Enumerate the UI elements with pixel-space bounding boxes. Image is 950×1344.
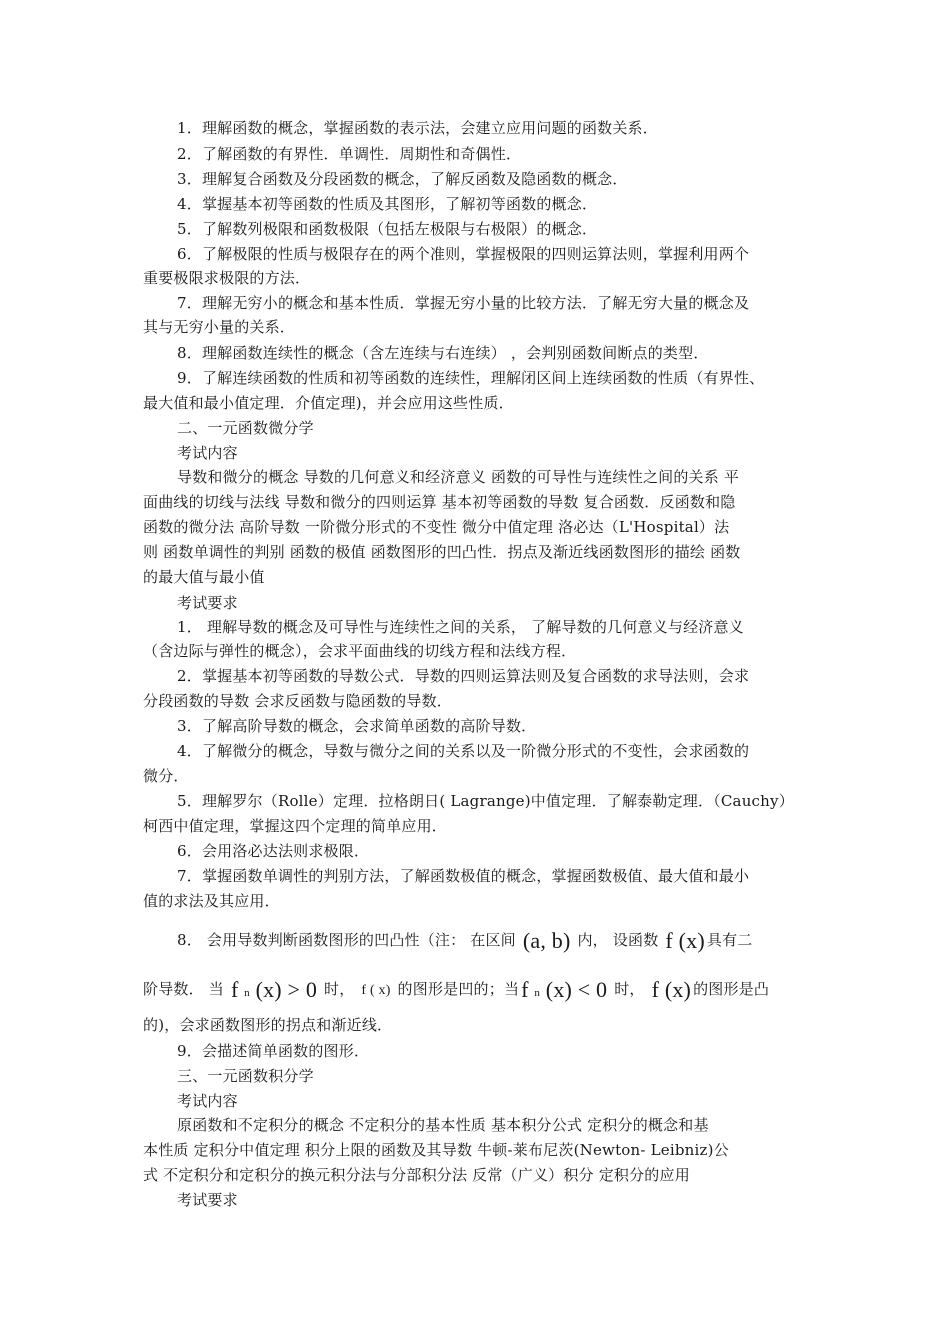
text-line: 5．理解罗尔（Rolle）定理．拉格朗日( Lagrange)中值定理．了解泰勒定理．（Cauchy） [177, 792, 794, 810]
text-line: 1．理解函数的概念，掌握函数的表示法，会建立应用问题的函数关系． [177, 119, 658, 137]
function-formula-2: f (x) [651, 977, 692, 1002]
section-heading: 二、一元函数微分学 [177, 419, 314, 437]
condition1-formula [229, 977, 319, 1002]
text-line: 面曲线的切线与法线 导数和微分的四则运算 基本初等函数的导数 复合函数．反函数和隐 [143, 493, 736, 511]
text-line: 导数和微分的概念 导数的几何意义和经济意义 函数的可导性与连续性之间的关系 平 [177, 468, 740, 486]
subsection-heading: 考试要求 [177, 1191, 238, 1209]
text-line: 7．理解无穷小的概念和基本性质．掌握无穷小量的比较方法．了解无穷大量的概念及 [177, 294, 750, 312]
cond1-rest: (x) > 0 [255, 977, 318, 1002]
item8-line3: 的)，会求函数图形的拐点和渐近线． [143, 1016, 393, 1034]
text-line: 函数的微分法 高阶导数 一阶微分形式的不变性 微分中值定理 洛必达（L'Hospital）法 [143, 518, 730, 536]
text-line: 4．了解微分的概念，导数与微分之间的关系以及一阶微分形式的不变性，会求函数的 [177, 742, 750, 760]
text-line: 9．了解连续函数的性质和初等函数的连续性，理解闭区间上连续函数的性质（有界性、 [177, 369, 765, 387]
item8-text-a: 8． 会用导数判断函数图形的凹凸性（注： 在区间 [177, 931, 516, 949]
text-line: 则 函数单调性的判别 函数的极值 函数图形的凹凸性．拐点及渐近线函数图形的描绘 函数 [143, 543, 741, 561]
cond2-rest: (x) < 0 [545, 977, 608, 1002]
subsection-heading: 考试要求 [177, 594, 238, 612]
text-line: 4．掌握基本初等函数的性质及其图形，了解初等函数的概念． [177, 195, 598, 213]
text-line: 微分． [143, 767, 189, 785]
function-formula: f (x) [665, 928, 705, 953]
cond2-n: n [534, 987, 541, 999]
text-line: 8．理解函数连续性的概念（含左连续与右连续） ，会判别函数间断点的类型． [177, 344, 709, 362]
item8-line1 [177, 928, 753, 953]
text-line: 分段函数的导数 会求反函数与隐函数的导数． [143, 692, 452, 710]
subsection-heading: 考试内容 [177, 444, 238, 462]
subsection-heading: 考试内容 [177, 1092, 238, 1110]
text-line: 1． 理解导数的概念及可导性与连续性之间的关系， 了解导数的几何意义与经济意义 [177, 618, 744, 636]
cond1-n: n [244, 987, 250, 999]
text-line: 3．理解复合函数及分段函数的概念，了解反函数及隐函数的概念． [177, 170, 628, 188]
condition2-formula [519, 977, 609, 1002]
interval-formula: (a, b) [522, 928, 571, 953]
text-line: 本性质 定积分中值定理 积分上限的函数及其导数 牛顿-莱布尼茨(Newton- Leibniz)公 [143, 1141, 729, 1159]
cond1-f: f [230, 977, 239, 1002]
text-line: 6．会用洛必达法则求极限． [177, 842, 370, 860]
item8-text-c: 具有二 [706, 931, 753, 949]
item8-text-f: 的图形是凹的；当 [397, 980, 520, 998]
text-line: 原函数和不定积分的概念 不定积分的基本性质 基本积分公式 定积分的概念和基 [177, 1116, 709, 1134]
text-line: 2．了解函数的有界性．单调性．周期性和奇偶性． [177, 145, 522, 163]
text-line: 式 不定积分和定积分的换元积分法与分部积分法 反常（广义）积分 定积分的应用 [143, 1166, 690, 1184]
item8-text-d: 阶导数． 当 [143, 980, 224, 998]
text-line: （含边际与弹性的概念），会求平面曲线的切线方程和法线方程． [143, 642, 577, 660]
item8-text-b: 内， 设函数 [577, 931, 659, 949]
cond2-f: f [521, 977, 529, 1002]
item8-text-e: 时， [324, 980, 355, 998]
item8-text-g: 时， [614, 980, 645, 998]
text-line: 其与无穷小量的关系． [143, 318, 296, 336]
function-small-formula: f ( x) [361, 983, 391, 998]
text-line: 重要极限求极限的方法． [143, 269, 311, 287]
text-line: 值的求法及其应用． [143, 892, 280, 910]
text-line: 9．会描述简单函数的图形． [177, 1042, 370, 1060]
item8-line2 [143, 977, 769, 1001]
text-line: 2．掌握基本初等函数的导数公式．导数的四则运算法则及复合函数的求导法则，会求 [177, 667, 750, 685]
text-line: 柯西中值定理，掌握这四个定理的简单应用． [143, 817, 448, 835]
text-line: 的最大值与最小值 [143, 568, 265, 586]
item8-text-h: 的图形是凸 [693, 980, 770, 998]
text-line: 3．了解高阶导数的概念，会求简单函数的高阶导数． [177, 717, 537, 735]
text-line: 5．了解数列极限和函数极限（包括左极限与右极限）的概念． [177, 220, 598, 238]
text-line: 最大值和最小值定理．介值定理)，并会应用这些性质． [143, 394, 514, 412]
text-line: 7．掌握函数单调性的判别方法，了解函数极值的概念，掌握函数极值、最大值和最小 [177, 867, 750, 885]
section-heading: 三、一元函数积分学 [177, 1067, 314, 1085]
text-line: 6．了解极限的性质与极限存在的两个准则，掌握极限的四则运算法则，掌握利用两个 [177, 245, 750, 263]
